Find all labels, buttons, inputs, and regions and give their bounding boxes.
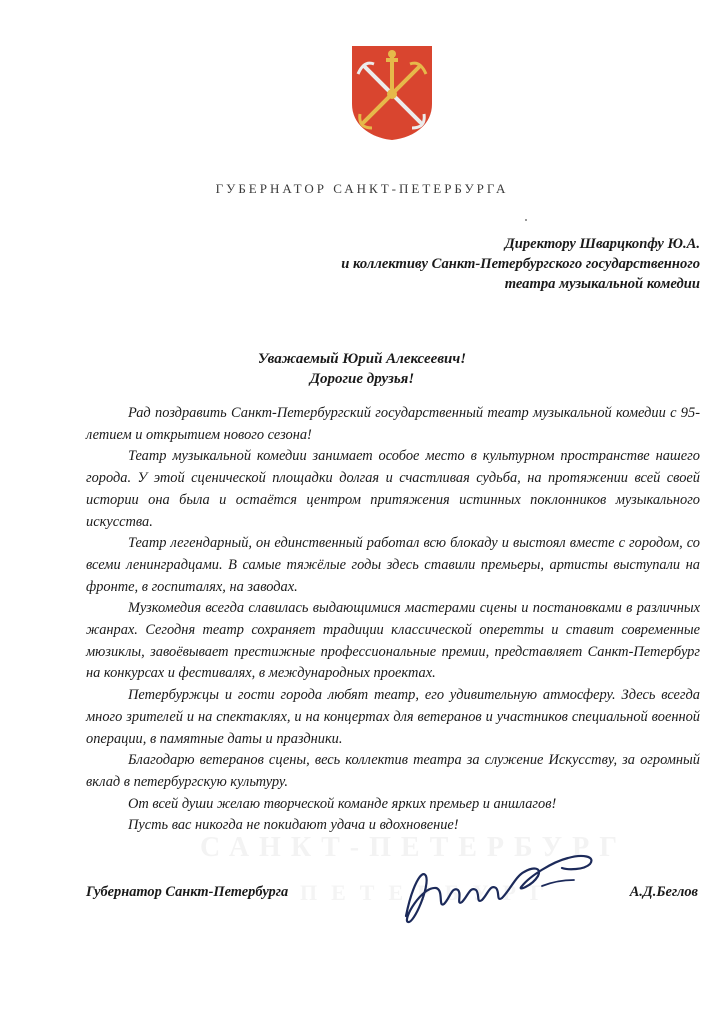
salutation-line-1: Уважаемый Юрий Алексеевич! bbox=[257, 351, 467, 367]
paragraph: Музкомедия всегда славилась выдающимися мастерами сцены и постановками в различных жанрах. Сегодня театр сохраняет традиции классической оперетты и ставит современные мюзиклы, завоёвывает престижные профессиональные премии, представляет Санкт-Петербург на конкурсах и фестивалях, в международных проектах. bbox=[86, 600, 700, 682]
recipient-line-2: и коллективу Санкт-Петербургского государственного bbox=[341, 256, 700, 272]
spb-coat-of-arms-icon bbox=[350, 44, 434, 142]
handwritten-signature-icon bbox=[392, 846, 612, 932]
paragraph: Благодарю ветеранов сцены, весь коллектив театра за служение Искусству, за огромный вклад в петербургскую культуру. bbox=[86, 752, 700, 790]
paragraph: Театр легендарный, он единственный работал всю блокаду и выстоял вместе с городом, со всеми ленинградцами. В самые тяжёлые годы здесь ставили премьеры, артисты выступали на фронте, в госпиталях, на заводах. bbox=[86, 535, 700, 595]
header-title: ГУБЕРНАТОР САНКТ-ПЕТЕРБУРГА bbox=[215, 181, 509, 196]
signatory-title: Губернатор Санкт-Петербурга bbox=[86, 884, 289, 900]
paragraph: Петербуржцы и гости города любят театр, его удивительную атмосферу. Здесь всегда много зрителей и на спектаклях, и на концертах для ветеранов и участников специальной военной операции, в памятные даты и праздники. bbox=[86, 687, 700, 747]
watermark: САНКТ-ПЕТЕРБУРГ bbox=[200, 832, 628, 863]
paragraph: Рад поздравить Санкт-Петербургский государственный театр музыкальной комедии с 95-летием и открытием нового сезона! bbox=[86, 405, 700, 443]
stray-dot bbox=[525, 219, 527, 221]
recipient-block bbox=[341, 234, 700, 294]
signatory-name: А.Д.Беглов bbox=[629, 884, 698, 900]
salutation-line-2: Дорогие друзья! bbox=[309, 371, 415, 387]
recipient-line-3: театра музыкальной комедии bbox=[504, 276, 700, 292]
salutation bbox=[0, 349, 724, 389]
paragraph: Пусть вас никогда не покидают удача и вдохновение! bbox=[128, 817, 459, 834]
watermark-secondary: ПЕТЕРБУРГ bbox=[300, 880, 558, 905]
paragraph: Театр музыкальной комедии занимает особое место в культурном пространстве нашего города. У этой сценической площадки долгая и счастливая судьба, на протяжении всей своей истории она была и остаётся центром притяжения истинных поклонников музыкального искусства. bbox=[86, 448, 700, 530]
recipient-line-1: Директору Шварцкопфу Ю.А. bbox=[504, 236, 700, 252]
letter-body bbox=[86, 403, 700, 837]
paragraph: От всей души желаю творческой команде ярких премьер и аншлагов! bbox=[128, 795, 557, 812]
